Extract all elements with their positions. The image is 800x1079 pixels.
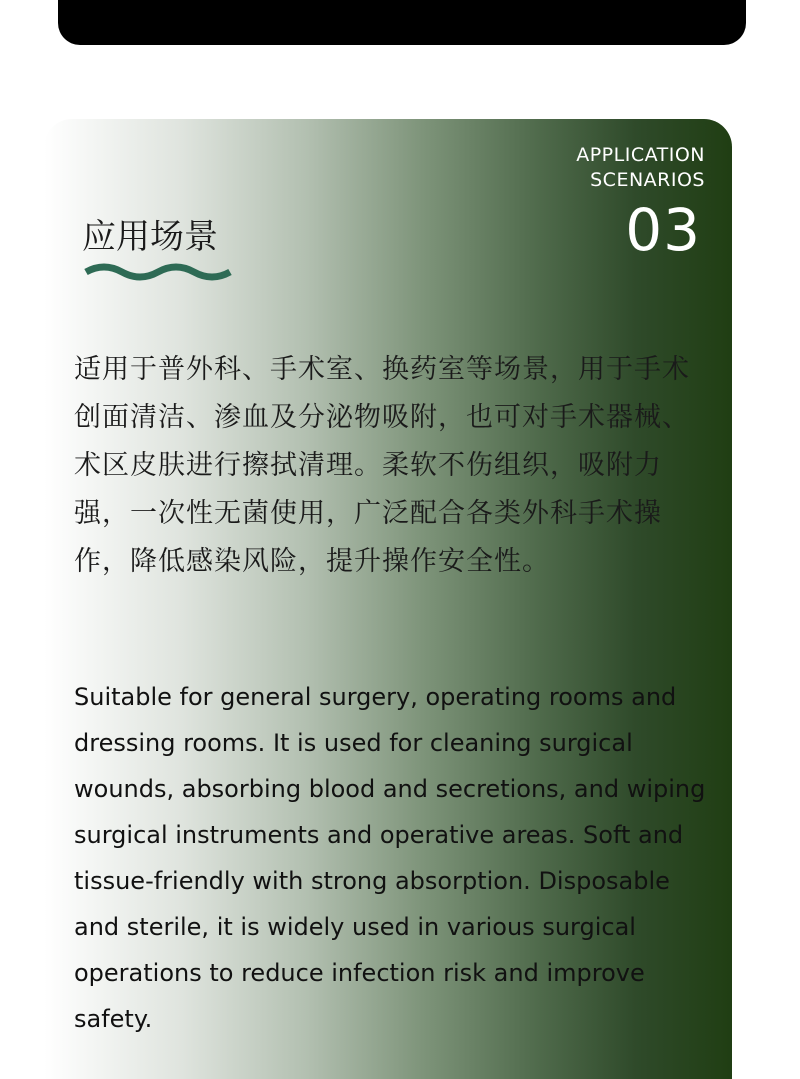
section-label-line1: APPLICATION xyxy=(576,144,705,166)
section-number: 03 xyxy=(625,196,701,264)
section-title: 应用场景 xyxy=(82,217,218,257)
english-description: Suitable for general surgery, operating rooms and dressing rooms. It is used for cleaning surgical wounds, absorbing blood and secretions, and wiping surgical instruments and operative areas. Soft and tissue-friendly with strong absorption. Disposable and sterile, it is widely used in various surgical operations to reduce infection risk and improve safety. xyxy=(74,683,706,1033)
top-black-banner xyxy=(58,0,746,45)
chinese-description: 适用于普外科、手术室、换药室等场景，用于手术创面清洁、渗血及分泌物吸附，也可对手术器械、术区皮肤进行擦拭清理。柔软不伤组织，吸附力强，一次性无菌使用，广泛配合各类外科手术操作，降低感染风险，提升操作安全性。 xyxy=(74,354,690,577)
wave-line xyxy=(86,267,230,277)
section-label-line2: SCENARIOS xyxy=(590,169,705,191)
section-english-label xyxy=(576,143,705,193)
application-scenarios-card xyxy=(44,119,732,1079)
wave-decoration-icon xyxy=(84,260,236,284)
